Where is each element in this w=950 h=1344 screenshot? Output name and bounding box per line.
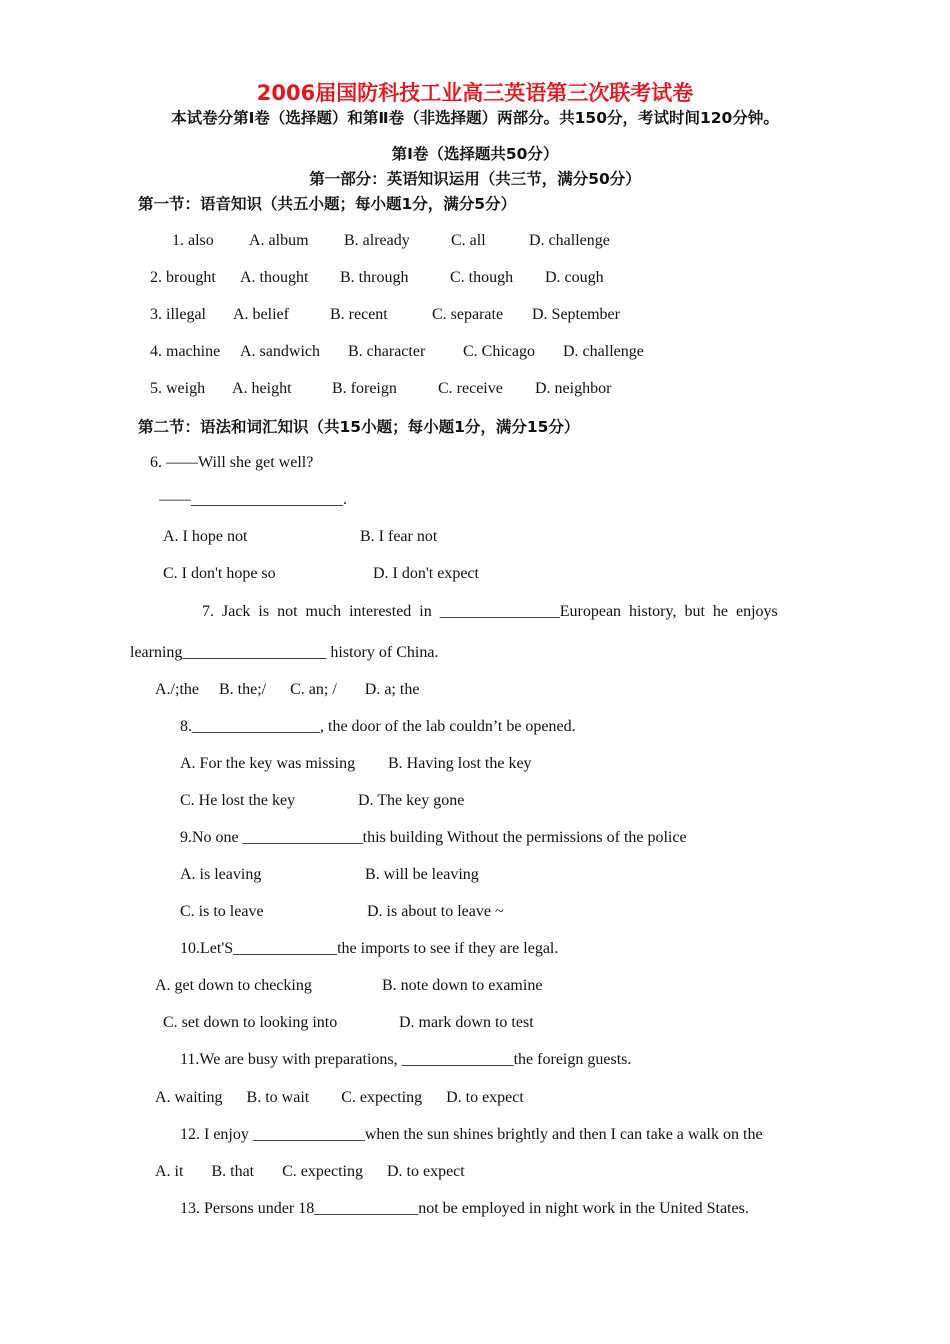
option-d: D. I don't expect	[373, 565, 479, 582]
question-stem: 13. Persons under 18_____________not be employed in night work in the United States.	[180, 1200, 749, 1217]
option-d: D. neighbor	[535, 380, 612, 397]
option-a: A. belief	[233, 306, 289, 323]
question-stem: 12. I enjoy ______________when the sun shines brightly and then I can take a walk on the	[180, 1126, 763, 1143]
question-stem: 7. Jack is not much interested in _______________European history, but he enjoys	[202, 603, 778, 620]
option-b: B. I fear not	[360, 528, 438, 545]
question-stem: 2. brought	[150, 269, 216, 286]
option-b: B. character	[348, 343, 426, 360]
option-d: D. September	[532, 306, 620, 323]
option-d: D. challenge	[563, 343, 644, 360]
option-b: B. foreign	[332, 380, 397, 397]
question-stem: 8.________________, the door of the lab couldn’t be opened.	[180, 718, 576, 735]
option-a: A. thought	[240, 269, 309, 286]
option-c: C. separate	[432, 306, 504, 323]
question-stem: 1. also	[172, 232, 214, 249]
option-c: C. is to leave	[180, 903, 264, 920]
option-c: C. He lost the key	[180, 792, 296, 809]
answer-blank: ——___________________.	[159, 491, 347, 508]
option-d: D. challenge	[529, 232, 610, 249]
option-d: D. is about to leave ~	[367, 903, 504, 920]
option-c: C. Chicago	[463, 343, 535, 360]
option-c: C. set down to looking into	[163, 1014, 338, 1031]
option-b: B. note down to examine	[382, 977, 543, 994]
option-a: A. height	[232, 380, 292, 397]
options-line: A./;the B. the;/ C. an; / D. a; the	[155, 681, 420, 698]
section-heading-grammar: 第二节：语法和词汇知识（共15小题；每小题1分，满分15分）	[138, 418, 580, 436]
section-heading-phonetics: 第一节：语音知识（共五小题；每小题1分，满分5分）	[138, 195, 517, 213]
question-stem: 5. weigh	[150, 380, 206, 397]
question-stem: 10.Let'S_____________the imports to see if they are legal.	[180, 940, 559, 957]
option-a: A. I hope not	[163, 528, 248, 545]
question-stem: 11.We are busy with preparations, ______________the foreign guests.	[180, 1051, 632, 1068]
option-d: D. The key gone	[358, 792, 465, 809]
options-line: A. waiting B. to wait C. expecting D. to expect	[155, 1089, 524, 1106]
option-b: B. Having lost the key	[388, 755, 532, 772]
option-b: B. will be leaving	[365, 866, 479, 883]
option-b: B. recent	[330, 306, 388, 323]
option-a: A. is leaving	[180, 866, 262, 883]
option-a: A. For the key was missing	[180, 755, 356, 772]
option-a: A. get down to checking	[155, 977, 312, 994]
page-title: 2006届国防科技工业高三英语第三次联考试卷	[256, 81, 694, 105]
part-heading: 第一部分：英语知识运用（共三节，满分50分）	[309, 170, 641, 188]
option-b: B. already	[344, 232, 410, 249]
question-stem: 4. machine	[150, 343, 221, 360]
question-stem: 6. ——Will she get well?	[150, 454, 314, 471]
option-d: D. cough	[545, 269, 604, 286]
option-c: C. I don't hope so	[163, 565, 276, 582]
volume-heading: 第Ⅰ卷（选择题共50分）	[391, 145, 559, 163]
exam-intro: 本试卷分第Ⅰ卷（选择题）和第Ⅱ卷（非选择题）两部分。共150分，考试时间120分钟。	[171, 109, 779, 127]
question-stem: 3. illegal	[150, 306, 206, 323]
option-a: A. album	[249, 232, 309, 249]
option-c: C. all	[451, 232, 486, 249]
option-b: B. through	[340, 269, 409, 286]
question-stem-continued: learning__________________ history of China.	[130, 644, 439, 661]
options-line: A. it B. that C. expecting D. to expect	[155, 1163, 465, 1180]
question-stem: 9.No one _______________this building Without the permissions of the police	[180, 829, 687, 846]
option-d: D. mark down to test	[399, 1014, 534, 1031]
option-a: A. sandwich	[240, 343, 320, 360]
option-c: C. receive	[438, 380, 503, 397]
option-c: C. though	[450, 269, 514, 286]
